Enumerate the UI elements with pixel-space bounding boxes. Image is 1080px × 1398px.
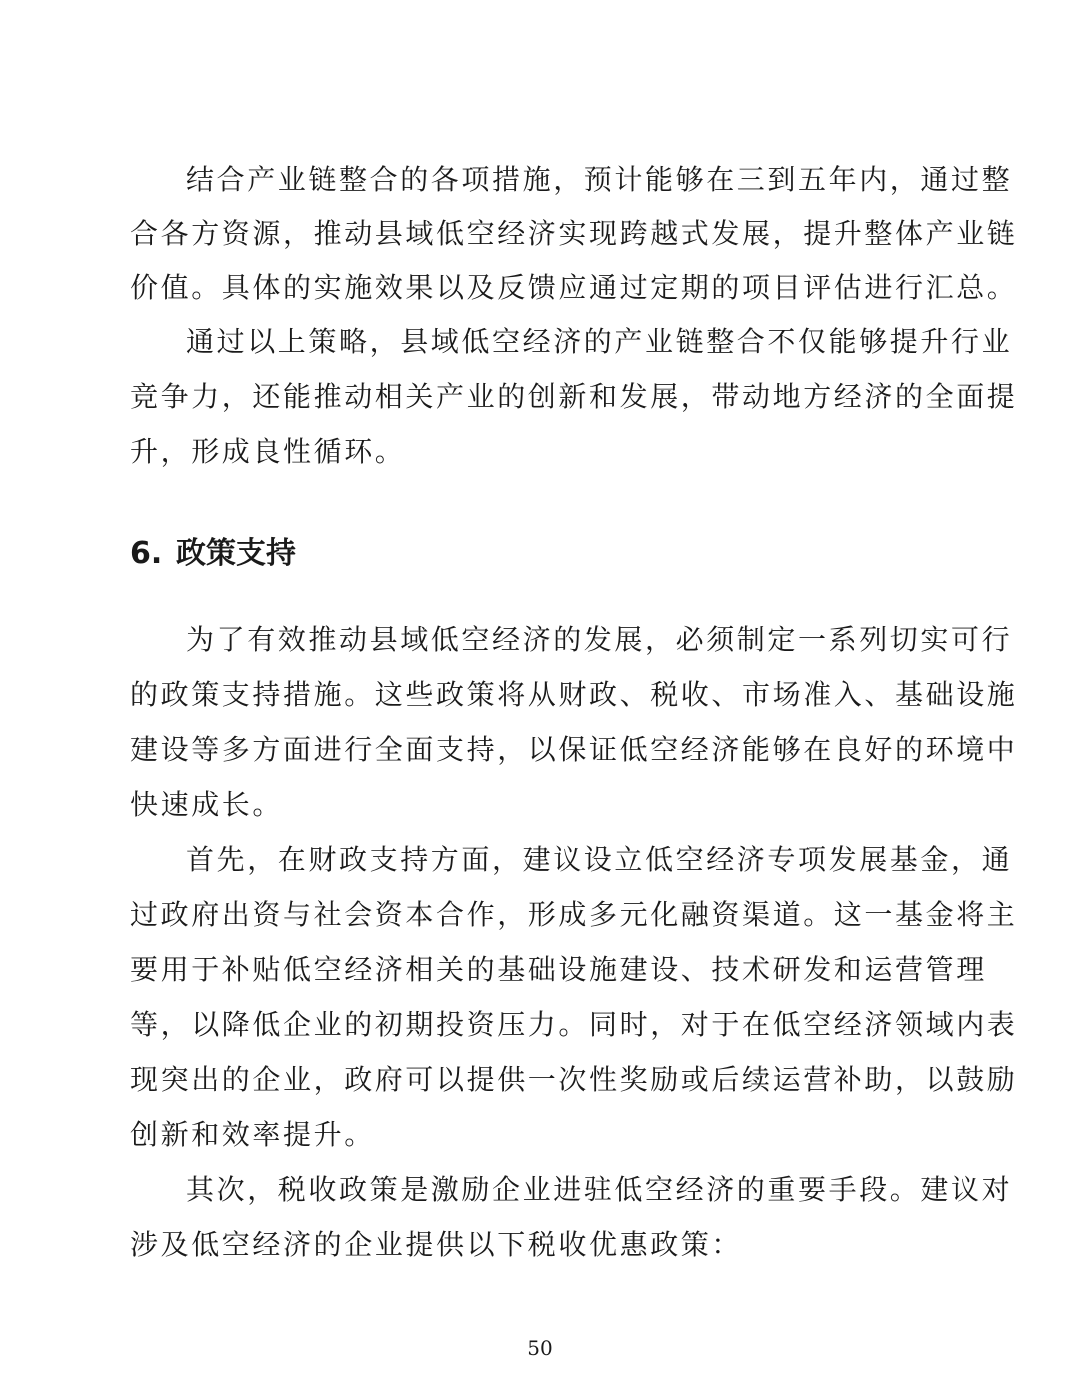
body-text-line: 现突出的企业，政府可以提供一次性奖励或后续运营补助，以鼓励 — [130, 1063, 1018, 1096]
body-text-line: 涉及低空经济的企业提供以下税收优惠政策： — [130, 1228, 743, 1261]
body-text-line: 等，以降低企业的初期投资压力。同时，对于在低空经济领域内表 — [130, 1008, 1018, 1041]
body-text-line: 通过以上策略，县域低空经济的产业链整合不仅能够提升行业 — [186, 325, 1013, 358]
body-text-line: 首先，在财政支持方面，建议设立低空经济专项发展基金，通 — [186, 843, 1013, 876]
section-heading — [130, 534, 296, 574]
body-text-line: 合各方资源，推动县域低空经济实现跨越式发展，提升整体产业链 — [130, 217, 1018, 250]
page-number: 50 — [527, 1336, 553, 1360]
section-number: 6. — [130, 536, 163, 571]
body-text-line: 竞争力，还能推动相关产业的创新和发展，带动地方经济的全面提 — [130, 380, 1018, 413]
body-text-line: 要用于补贴低空经济相关的基础设施建设、技术研发和运营管理 — [130, 953, 987, 986]
body-text-line: 快速成长。 — [130, 788, 284, 821]
body-text-line: 升，形成良性循环。 — [130, 435, 406, 468]
body-text-line: 的政策支持措施。这些政策将从财政、税收、市场准入、基础设施 — [130, 678, 1018, 711]
body-text-line: 过政府出资与社会资本合作，形成多元化融资渠道。这一基金将主 — [130, 898, 1018, 931]
body-text-line: 结合产业链整合的各项措施，预计能够在三到五年内，通过整 — [186, 163, 1013, 196]
body-text-line: 价值。具体的实施效果以及反馈应通过定期的项目评估进行汇总。 — [130, 271, 1018, 304]
body-text-line: 建设等多方面进行全面支持，以保证低空经济能够在良好的环境中 — [130, 733, 1018, 766]
body-text-line: 为了有效推动县域低空经济的发展，必须制定一系列切实可行 — [186, 623, 1013, 656]
body-text-line: 创新和效率提升。 — [130, 1118, 375, 1151]
body-text-line: 其次，税收政策是激励企业进驻低空经济的重要手段。建议对 — [186, 1173, 1013, 1206]
section-title: 政策支持 — [176, 536, 296, 571]
